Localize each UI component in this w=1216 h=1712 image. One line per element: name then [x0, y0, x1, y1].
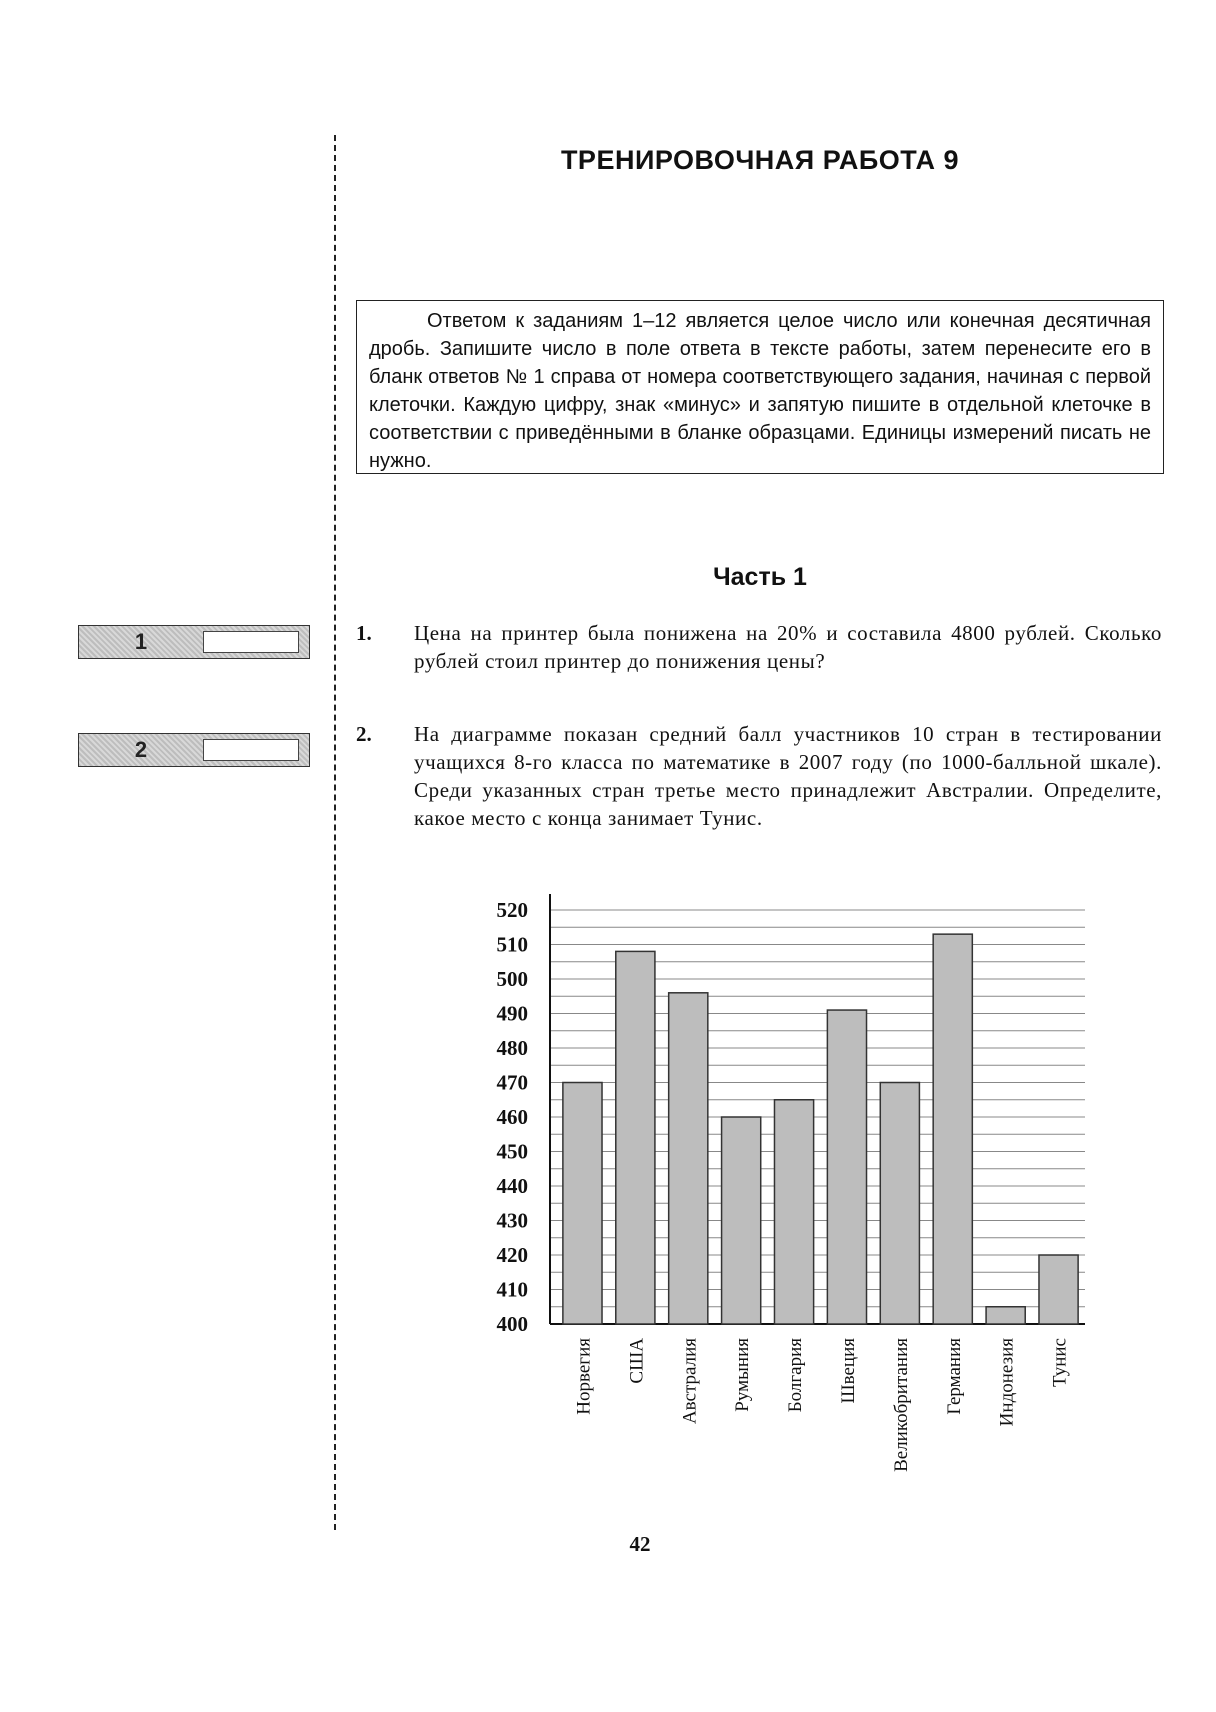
task-text: Цена на принтер была понижена на 20% и составила 4800 рублей. Сколько рублей стоил принтер до понижения цены?	[414, 621, 1162, 673]
bar	[933, 934, 972, 1324]
bar	[827, 1010, 866, 1324]
cut-line	[334, 135, 336, 1530]
y-tick-label: 420	[496, 1243, 528, 1267]
answer-box-number: 1	[134, 629, 148, 654]
y-tick-label: 500	[496, 967, 528, 991]
y-tick-label: 470	[496, 1070, 528, 1095]
bar	[774, 1100, 813, 1324]
y-tick-label: 490	[496, 1001, 528, 1026]
task-text: На диаграмме показан средний балл участников 10 стран в тестировании учащихся 8-го класса по математике в 2007 году (по 1000-балльной шкале). Среди указанных стран третье место принадлежит Австралии. Определите, какое место с конца занимает Тунис.	[414, 722, 1162, 830]
answer-box-number: 2	[134, 737, 148, 762]
bar	[880, 1083, 919, 1325]
y-tick-label: 410	[496, 1277, 528, 1302]
bar	[616, 951, 655, 1324]
bar	[669, 993, 708, 1324]
y-tick-label: 400	[496, 1312, 528, 1336]
instructions-box: Ответом к заданиям 1–12 является целое число или конечная десятичная дробь. Запишите число в поле ответа в тексте работы, затем перенесите его в бланк ответов № 1 справа от номера соответствующего задания, начиная с первой клеточки. Каждую цифру, знак «минус» и запятую пишите в отдельной клеточке в соответствии с приведёнными в бланке образцами. Единицы измерений писать не нужно.	[356, 300, 1164, 474]
bar-chart	[470, 880, 1100, 1500]
x-tick-label: Австралия	[679, 1338, 701, 1425]
x-tick-label: Швеция	[837, 1338, 859, 1404]
x-tick-label: США	[626, 1338, 648, 1384]
y-tick-label: 460	[496, 1105, 528, 1129]
x-tick-label: Индонезия	[996, 1338, 1018, 1427]
answer-box-2	[78, 733, 310, 767]
answer-box-1	[78, 625, 310, 659]
y-tick-label: 510	[496, 932, 528, 957]
x-tick-label: Болгария	[785, 1338, 807, 1413]
x-tick-label: Германия	[943, 1338, 965, 1415]
x-tick-label: Норвегия	[573, 1338, 595, 1415]
answer-field-2[interactable]	[203, 739, 299, 761]
task-2	[356, 720, 1162, 832]
task-1	[356, 619, 1162, 675]
page-title: ТРЕНИРОВОЧНАЯ РАБОТА 9	[560, 145, 960, 175]
page-number: 42	[629, 1532, 651, 1556]
bar	[563, 1083, 602, 1325]
x-tick-label: Румыния	[732, 1338, 754, 1412]
part-title: Часть 1	[713, 563, 807, 591]
bar	[1039, 1255, 1078, 1324]
bar	[986, 1307, 1025, 1324]
y-tick-label: 450	[496, 1139, 528, 1164]
x-tick-label: Великобритания	[890, 1338, 912, 1472]
x-tick-label: Тунис	[1049, 1338, 1071, 1387]
y-tick-label: 430	[496, 1208, 528, 1233]
y-tick-label: 480	[496, 1036, 528, 1060]
y-tick-label: 520	[496, 898, 528, 922]
task-number: 2.	[356, 722, 372, 746]
answer-field-1[interactable]	[203, 631, 299, 653]
task-number: 1.	[356, 621, 372, 645]
bar	[722, 1117, 761, 1324]
y-tick-label: 440	[496, 1174, 528, 1198]
